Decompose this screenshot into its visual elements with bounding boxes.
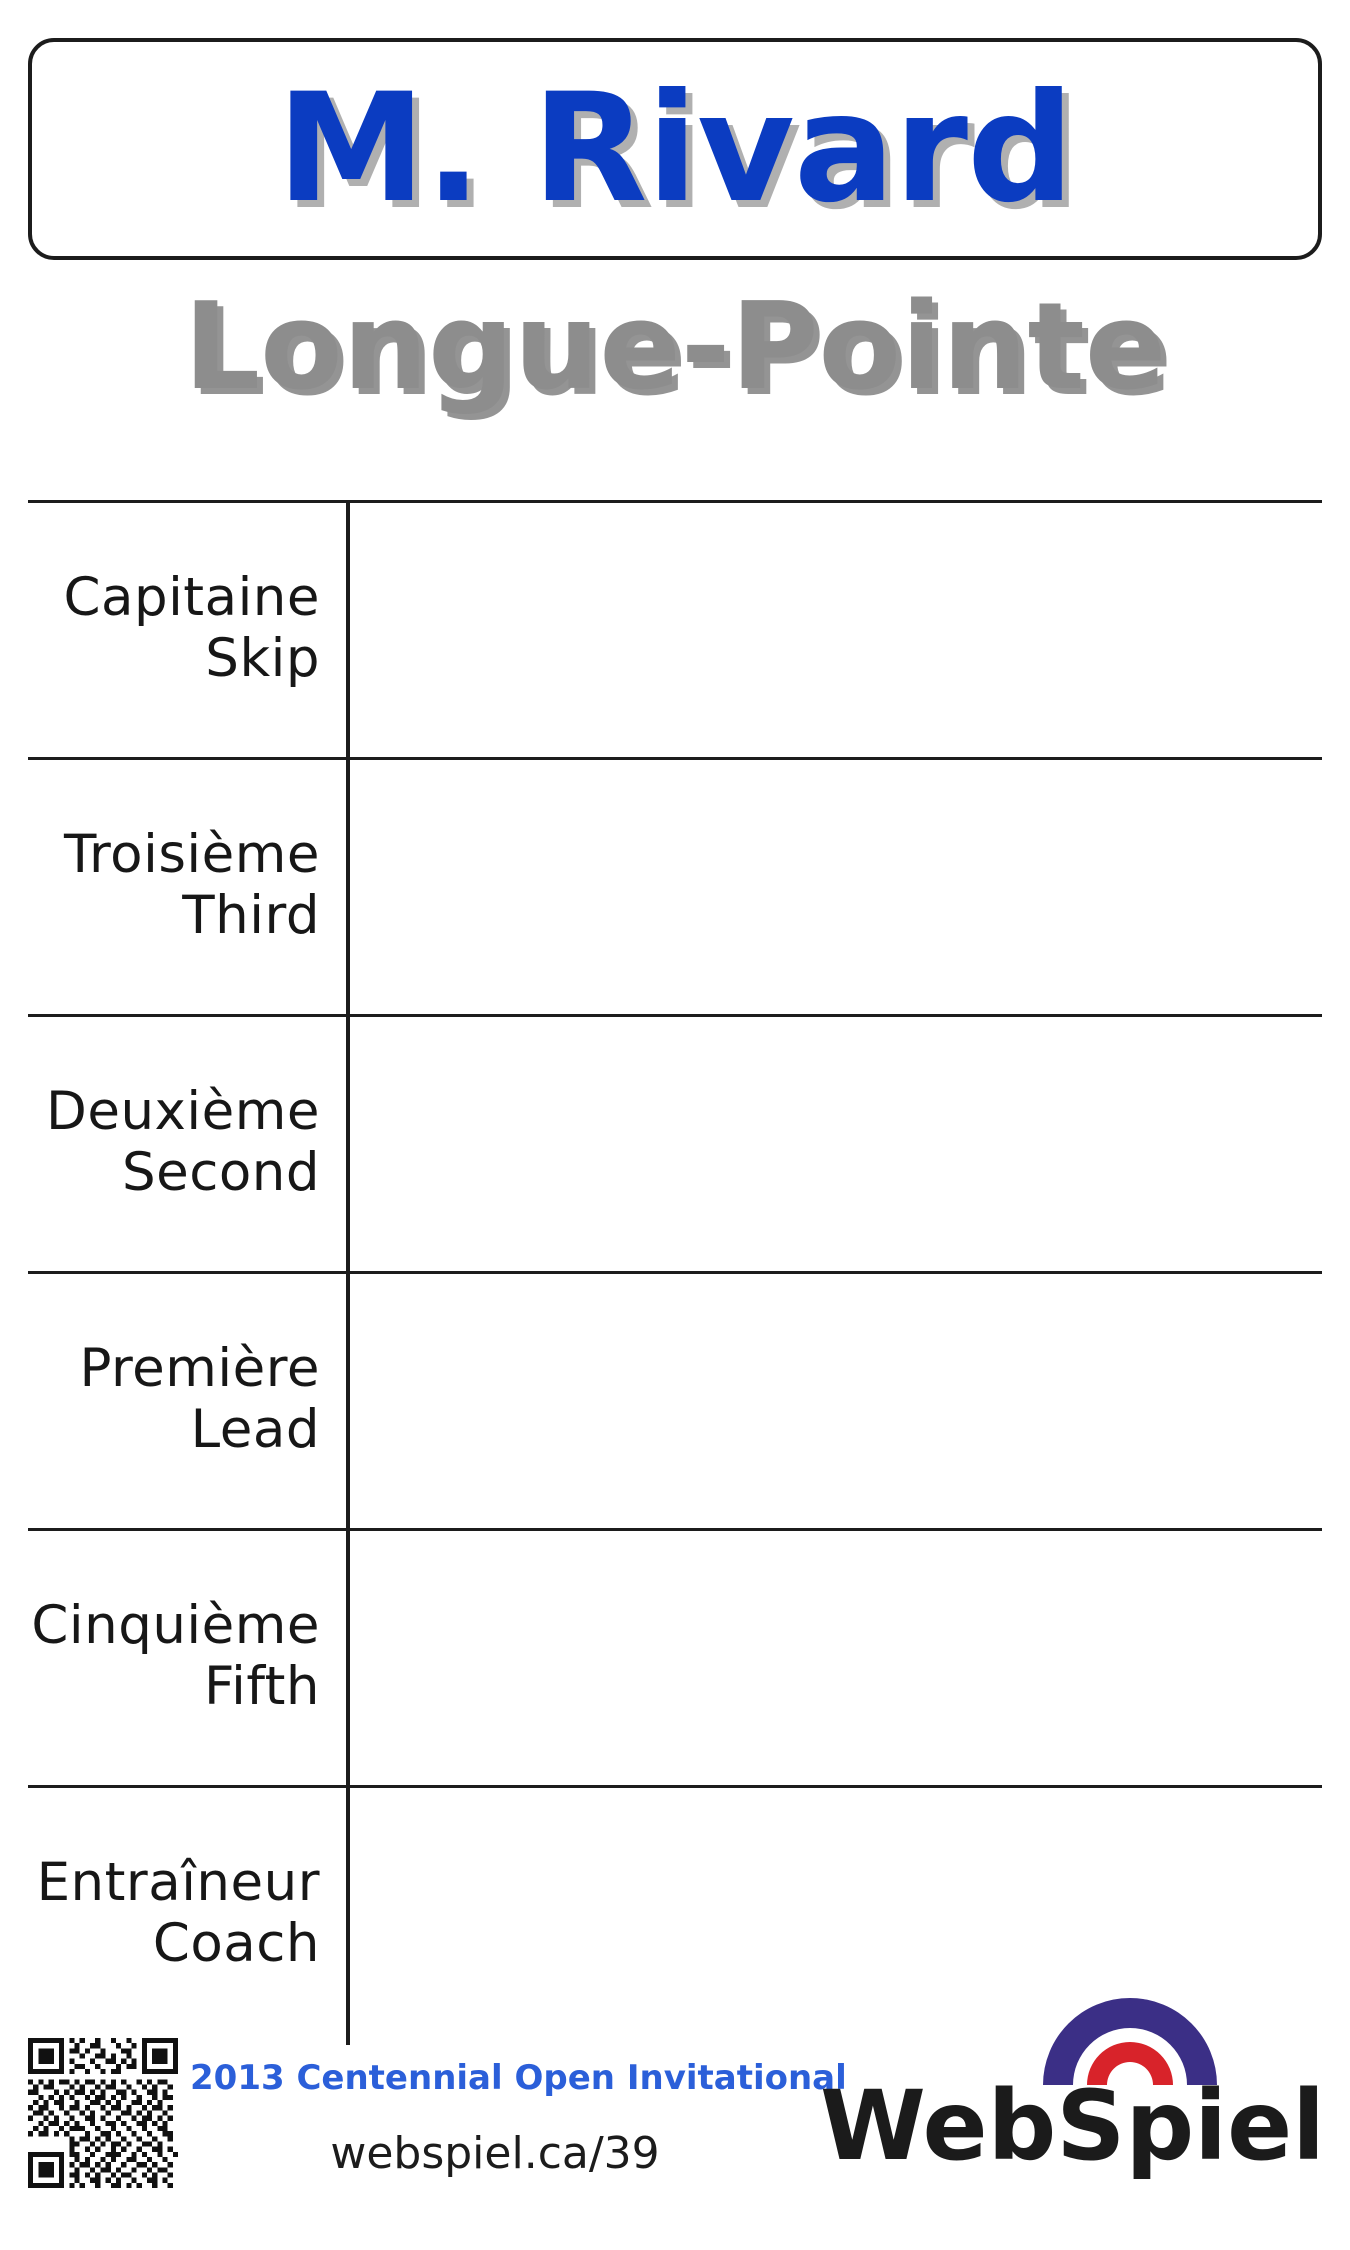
table-divider [28,500,1322,503]
player-name-field[interactable] [358,505,1318,752]
position-label-fr: Capitaine [63,567,320,629]
position-label-fr: Cinquième [31,1595,320,1657]
table-divider [28,1785,1322,1788]
table-row [28,1276,1322,1523]
player-name-field[interactable] [358,762,1318,1009]
qr-code-icon[interactable] [28,2038,178,2188]
event-name: 2013 Centennial Open Invitational [190,2058,847,2098]
table-divider [28,757,1322,760]
table-divider [28,1014,1322,1017]
table-row [28,762,1322,1009]
table-divider [28,1271,1322,1274]
player-name-field[interactable] [358,1019,1318,1266]
position-labels [28,505,328,752]
player-name-field[interactable] [358,1533,1318,1780]
position-label-en: Third [182,884,320,946]
table-divider [28,1528,1322,1531]
brand-logo [820,1990,1325,2215]
position-label-en: Coach [152,1912,320,1974]
position-label-en: Skip [205,627,320,689]
player-name-box [28,38,1322,260]
table-row [28,1533,1322,1780]
position-labels [28,762,328,1009]
position-labels [28,1533,328,1780]
brand-name [820,2070,1326,2182]
position-labels [28,1790,328,2037]
qr-code-svg [28,2038,178,2188]
brand-name-part2: Spiel [1056,2070,1326,2182]
event-url[interactable]: webspiel.ca/39 [330,2128,660,2179]
page-title: M. Rivard [276,62,1074,236]
roster-table [28,500,1322,2045]
position-label-fr: Deuxième [46,1081,320,1143]
position-label-fr: Troisième [63,824,320,886]
table-row [28,1019,1322,1266]
club-name: Longue-Pointe [183,278,1167,417]
brand-name-part1: Web [820,2070,1057,2182]
position-label-en: Fifth [204,1655,320,1717]
position-label-en: Second [121,1141,320,1203]
position-label-en: Lead [190,1398,320,1460]
player-name-field[interactable] [358,1276,1318,1523]
position-label-fr: Première [79,1338,320,1400]
position-label-fr: Entraîneur [36,1852,320,1914]
table-row [28,505,1322,752]
position-labels [28,1276,328,1523]
position-labels [28,1019,328,1266]
